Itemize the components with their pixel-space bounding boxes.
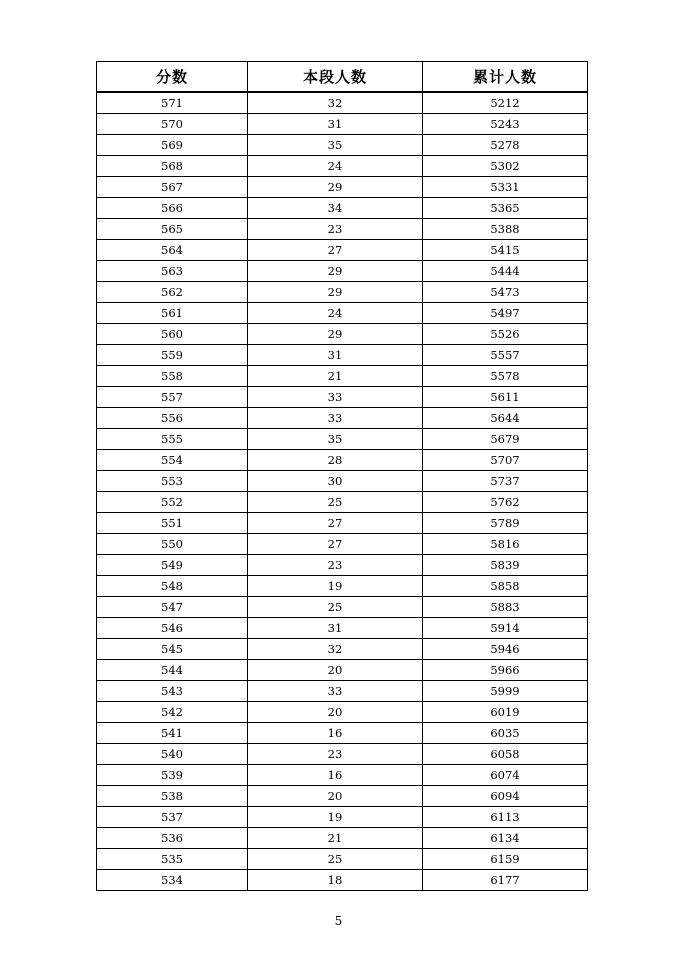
cell-cumulative-count: 6134 bbox=[423, 828, 588, 849]
cell-segment-count: 16 bbox=[248, 765, 423, 786]
table-row bbox=[97, 534, 588, 555]
cell-segment-count: 27 bbox=[248, 513, 423, 534]
cell-cumulative-count: 6074 bbox=[423, 765, 588, 786]
cell-cumulative-count: 5278 bbox=[423, 135, 588, 156]
cell-score: 561 bbox=[97, 303, 248, 324]
cell-score: 552 bbox=[97, 492, 248, 513]
cell-score: 539 bbox=[97, 765, 248, 786]
table-row bbox=[97, 744, 588, 765]
cell-cumulative-count: 5526 bbox=[423, 324, 588, 345]
cell-score: 551 bbox=[97, 513, 248, 534]
cell-cumulative-count: 5946 bbox=[423, 639, 588, 660]
table-row bbox=[97, 555, 588, 576]
header-row bbox=[97, 62, 588, 93]
table-row bbox=[97, 408, 588, 429]
cell-score: 534 bbox=[97, 870, 248, 891]
cell-segment-count: 23 bbox=[248, 744, 423, 765]
table-row bbox=[97, 387, 588, 408]
cell-score: 571 bbox=[97, 92, 248, 114]
table-row bbox=[97, 702, 588, 723]
table-row bbox=[97, 681, 588, 702]
table-row bbox=[97, 429, 588, 450]
table-row bbox=[97, 828, 588, 849]
table-row bbox=[97, 92, 588, 114]
cell-segment-count: 29 bbox=[248, 282, 423, 303]
cell-score: 565 bbox=[97, 219, 248, 240]
page-number: 5 bbox=[334, 914, 343, 928]
cell-cumulative-count: 5331 bbox=[423, 177, 588, 198]
cell-cumulative-count: 5497 bbox=[423, 303, 588, 324]
table-row bbox=[97, 219, 588, 240]
cell-segment-count: 21 bbox=[248, 828, 423, 849]
cell-score: 562 bbox=[97, 282, 248, 303]
cell-segment-count: 24 bbox=[248, 156, 423, 177]
cell-score: 536 bbox=[97, 828, 248, 849]
cell-score: 557 bbox=[97, 387, 248, 408]
cell-segment-count: 29 bbox=[248, 324, 423, 345]
table-row bbox=[97, 765, 588, 786]
cell-cumulative-count: 5966 bbox=[423, 660, 588, 681]
header-score: 分数 bbox=[97, 62, 248, 93]
table-row bbox=[97, 723, 588, 744]
header-cumulative-count: 累计人数 bbox=[423, 62, 588, 93]
cell-score: 570 bbox=[97, 114, 248, 135]
cell-cumulative-count: 5679 bbox=[423, 429, 588, 450]
header-segment-count: 本段人数 bbox=[248, 62, 423, 93]
cell-cumulative-count: 5644 bbox=[423, 408, 588, 429]
cell-cumulative-count: 5302 bbox=[423, 156, 588, 177]
cell-segment-count: 31 bbox=[248, 114, 423, 135]
table-row bbox=[97, 324, 588, 345]
cell-segment-count: 35 bbox=[248, 429, 423, 450]
table-row bbox=[97, 618, 588, 639]
cell-score: 549 bbox=[97, 555, 248, 576]
cell-score: 563 bbox=[97, 261, 248, 282]
cell-score: 541 bbox=[97, 723, 248, 744]
cell-cumulative-count: 5914 bbox=[423, 618, 588, 639]
cell-score: 535 bbox=[97, 849, 248, 870]
cell-cumulative-count: 5415 bbox=[423, 240, 588, 261]
cell-segment-count: 31 bbox=[248, 345, 423, 366]
cell-segment-count: 25 bbox=[248, 492, 423, 513]
cell-segment-count: 33 bbox=[248, 387, 423, 408]
cell-score: 554 bbox=[97, 450, 248, 471]
cell-cumulative-count: 5883 bbox=[423, 597, 588, 618]
cell-score: 566 bbox=[97, 198, 248, 219]
cell-cumulative-count: 6159 bbox=[423, 849, 588, 870]
table-row bbox=[97, 198, 588, 219]
table-row bbox=[97, 597, 588, 618]
table-row bbox=[97, 492, 588, 513]
cell-cumulative-count: 6177 bbox=[423, 870, 588, 891]
table-row bbox=[97, 849, 588, 870]
cell-cumulative-count: 5611 bbox=[423, 387, 588, 408]
table-row bbox=[97, 807, 588, 828]
table-row bbox=[97, 303, 588, 324]
cell-segment-count: 20 bbox=[248, 660, 423, 681]
cell-score: 560 bbox=[97, 324, 248, 345]
cell-score: 543 bbox=[97, 681, 248, 702]
cell-segment-count: 25 bbox=[248, 849, 423, 870]
table-row bbox=[97, 513, 588, 534]
cell-segment-count: 34 bbox=[248, 198, 423, 219]
cell-score: 553 bbox=[97, 471, 248, 492]
cell-segment-count: 29 bbox=[248, 261, 423, 282]
cell-cumulative-count: 5243 bbox=[423, 114, 588, 135]
cell-score: 567 bbox=[97, 177, 248, 198]
table-row bbox=[97, 639, 588, 660]
cell-cumulative-count: 6058 bbox=[423, 744, 588, 765]
cell-cumulative-count: 5707 bbox=[423, 450, 588, 471]
table-row bbox=[97, 576, 588, 597]
cell-segment-count: 18 bbox=[248, 870, 423, 891]
cell-cumulative-count: 5816 bbox=[423, 534, 588, 555]
cell-cumulative-count: 6094 bbox=[423, 786, 588, 807]
cell-cumulative-count: 5365 bbox=[423, 198, 588, 219]
cell-score: 545 bbox=[97, 639, 248, 660]
cell-segment-count: 24 bbox=[248, 303, 423, 324]
cell-score: 537 bbox=[97, 807, 248, 828]
table-header bbox=[97, 62, 588, 93]
table-row bbox=[97, 135, 588, 156]
table-row bbox=[97, 261, 588, 282]
cell-segment-count: 25 bbox=[248, 597, 423, 618]
cell-cumulative-count: 5212 bbox=[423, 92, 588, 114]
cell-score: 548 bbox=[97, 576, 248, 597]
table-row bbox=[97, 366, 588, 387]
cell-score: 564 bbox=[97, 240, 248, 261]
cell-cumulative-count: 5999 bbox=[423, 681, 588, 702]
table-row bbox=[97, 870, 588, 891]
table-row bbox=[97, 786, 588, 807]
cell-cumulative-count: 5762 bbox=[423, 492, 588, 513]
cell-cumulative-count: 5473 bbox=[423, 282, 588, 303]
table-row bbox=[97, 282, 588, 303]
cell-segment-count: 20 bbox=[248, 786, 423, 807]
table-body bbox=[97, 92, 588, 891]
cell-score: 547 bbox=[97, 597, 248, 618]
table-row bbox=[97, 345, 588, 366]
cell-score: 558 bbox=[97, 366, 248, 387]
cell-segment-count: 19 bbox=[248, 807, 423, 828]
cell-cumulative-count: 6019 bbox=[423, 702, 588, 723]
cell-cumulative-count: 5578 bbox=[423, 366, 588, 387]
cell-score: 546 bbox=[97, 618, 248, 639]
cell-cumulative-count: 5444 bbox=[423, 261, 588, 282]
cell-segment-count: 30 bbox=[248, 471, 423, 492]
cell-segment-count: 32 bbox=[248, 639, 423, 660]
cell-cumulative-count: 6035 bbox=[423, 723, 588, 744]
table-row bbox=[97, 156, 588, 177]
cell-cumulative-count: 5737 bbox=[423, 471, 588, 492]
cell-score: 542 bbox=[97, 702, 248, 723]
table-row bbox=[97, 177, 588, 198]
cell-score: 568 bbox=[97, 156, 248, 177]
table-row bbox=[97, 660, 588, 681]
cell-segment-count: 21 bbox=[248, 366, 423, 387]
table-row bbox=[97, 471, 588, 492]
cell-cumulative-count: 5789 bbox=[423, 513, 588, 534]
cell-score: 544 bbox=[97, 660, 248, 681]
score-distribution-table bbox=[96, 61, 588, 891]
cell-segment-count: 29 bbox=[248, 177, 423, 198]
cell-cumulative-count: 6113 bbox=[423, 807, 588, 828]
cell-segment-count: 33 bbox=[248, 681, 423, 702]
cell-cumulative-count: 5858 bbox=[423, 576, 588, 597]
cell-segment-count: 31 bbox=[248, 618, 423, 639]
cell-segment-count: 33 bbox=[248, 408, 423, 429]
cell-score: 540 bbox=[97, 744, 248, 765]
table-row bbox=[97, 450, 588, 471]
cell-segment-count: 28 bbox=[248, 450, 423, 471]
cell-score: 550 bbox=[97, 534, 248, 555]
cell-segment-count: 27 bbox=[248, 240, 423, 261]
cell-segment-count: 19 bbox=[248, 576, 423, 597]
cell-cumulative-count: 5557 bbox=[423, 345, 588, 366]
cell-segment-count: 32 bbox=[248, 92, 423, 114]
cell-score: 555 bbox=[97, 429, 248, 450]
cell-cumulative-count: 5839 bbox=[423, 555, 588, 576]
cell-segment-count: 16 bbox=[248, 723, 423, 744]
cell-score: 556 bbox=[97, 408, 248, 429]
cell-score: 569 bbox=[97, 135, 248, 156]
cell-segment-count: 23 bbox=[248, 219, 423, 240]
cell-score: 538 bbox=[97, 786, 248, 807]
cell-segment-count: 23 bbox=[248, 555, 423, 576]
cell-score: 559 bbox=[97, 345, 248, 366]
cell-segment-count: 20 bbox=[248, 702, 423, 723]
table-row bbox=[97, 240, 588, 261]
cell-segment-count: 27 bbox=[248, 534, 423, 555]
cell-segment-count: 35 bbox=[248, 135, 423, 156]
cell-cumulative-count: 5388 bbox=[423, 219, 588, 240]
table-row bbox=[97, 114, 588, 135]
